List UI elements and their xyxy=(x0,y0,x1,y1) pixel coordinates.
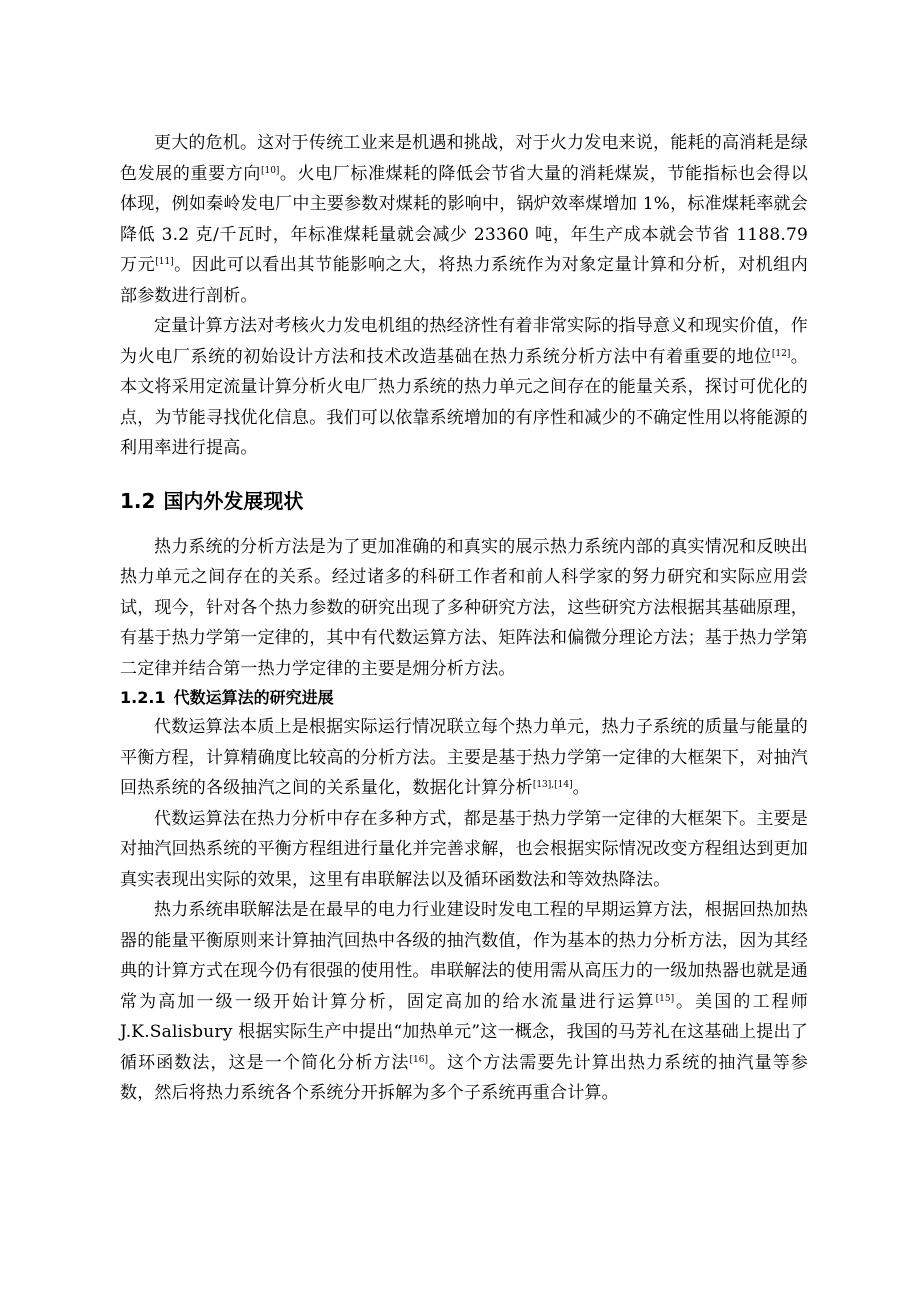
paragraph-text: 热力系统串联解法是在最早的电力行业建设时发电工程的早期运算方法，根据回热加热器的能量平衡原则来计算抽汽回热中各级的抽汽数值，作为基本的热力分析方法，因为其经典的计算方式在现今仍有很强的使用性。串联解法的使用需从高压力的一级加热器也就是通常为高加一级一级开始计算分析，固定高加的给水流量进行运算 xyxy=(120,900,808,1012)
paragraph-text: 更大的危机。这对于传统工业来是机遇和挑战，对于火力发电来说，能耗的高消耗是绿色发展的重要方向 xyxy=(120,133,808,184)
paragraph-text: 。火电厂标准煤耗的降低会节省大量的消耗煤炭，节能指标也会得以体现，例如秦岭发电厂中主要参数对煤耗的影响中，锅炉效率煤增加 1%，标准煤耗率就会降低 3.2 克/千瓦时，年标准煤耗量就会减少 23360 吨，年生产成本就会节省 1188.79 万元 xyxy=(120,163,808,275)
paragraph-text: 代数运算法在热力分析中存在多种方式，都是基于热力学第一定律的大框架下。主要是对抽汽回热系统的平衡方程组进行量化并完善求解，也会根据实际情况改变方程组达到更加真实表现出实际的效果，这里有串联解法以及循环函数法和等效热降法。 xyxy=(120,808,808,890)
paragraph-text: 热力系统的分析方法是为了更加准确的和真实的展示热力系统内部的真实情况和反映出热力单元之间存在的关系。经过诸多的科研工作者和前人科学家的努力研究和实际应用尝试，现今，针对各个热力参数的研究出现了多种研究方法，这些研究方法根据其基础原理，有基于热力学第一定律的，其中有代数运算方法、矩阵法和偏微分理论方法；基于热力学第二定律并结合第一热力学定律的主要是㶲分析方法。 xyxy=(120,536,808,679)
citation: [11] xyxy=(155,257,174,267)
subsection-number: 1.2.1 xyxy=(120,688,166,707)
paragraph-text: 。这个方法需要先计算出热力系统的抽汽量等参数，然后将热力系统各个系统分开拆解为多个子系统再重合计算。 xyxy=(120,1052,809,1103)
subsection-title: 代数运算法的研究进展 xyxy=(173,688,334,707)
subsection-heading-1-2-1 xyxy=(120,684,808,712)
citation: [16] xyxy=(409,1054,429,1065)
citation: [12] xyxy=(771,348,791,359)
document-page xyxy=(120,128,808,1109)
paragraph-text: 代数运算法本质上是根据实际运行情况联立每个热力单元，热力子系统的质量与能量的平衡方程，计算精确度比较高的分析方法。主要是基于热力学第一定律的大框架下，对抽汽回热系统的各级抽汽之间的关系量化，数据化计算分析 xyxy=(120,717,808,798)
paragraph-text: 定量计算方法对考核火力发电机组的热经济性有着非常实际的指导意义和现实价值，作为火电厂系统的初始设计方法和技术改造基础在热力系统分析方法中有着重要的地位 xyxy=(120,316,808,367)
paragraph-4 xyxy=(120,712,808,804)
section-heading-1-2 xyxy=(120,486,808,516)
paragraph-1 xyxy=(120,128,808,311)
paragraph-text: 。本文将采用定流量计算分析火电厂热力系统的热力单元之间存在的能量关系，探讨可优化的点，为节能寻找优化信息。我们可以依靠系统增加的有序性和减少的不确定性用以将能源的利用率进行提高。 xyxy=(120,346,808,458)
citation: [13],[14] xyxy=(532,780,573,790)
section-title: 国内外发展现状 xyxy=(163,488,304,513)
paragraph-5 xyxy=(120,804,808,896)
citation: [15] xyxy=(655,993,675,1004)
citation: [10] xyxy=(260,165,280,176)
paragraph-text: 。因此可以看出其节能影响之大，将热力系统作为对象定量计算和分析，对机组内部参数进行剖析。 xyxy=(120,255,809,306)
paragraph-text: 。 xyxy=(572,778,590,798)
section-number: 1.2 xyxy=(120,488,156,513)
paragraph-2 xyxy=(120,311,808,464)
paragraph-text: 。美国的工程师 J.K.Salisbury 根据实际生产中提出“加热单元”这一概念，我国的马芳礼在这基础上提出了循环函数法，这是一个简化分析方法 xyxy=(120,991,808,1073)
paragraph-6 xyxy=(120,895,808,1109)
paragraph-3 xyxy=(120,532,808,685)
